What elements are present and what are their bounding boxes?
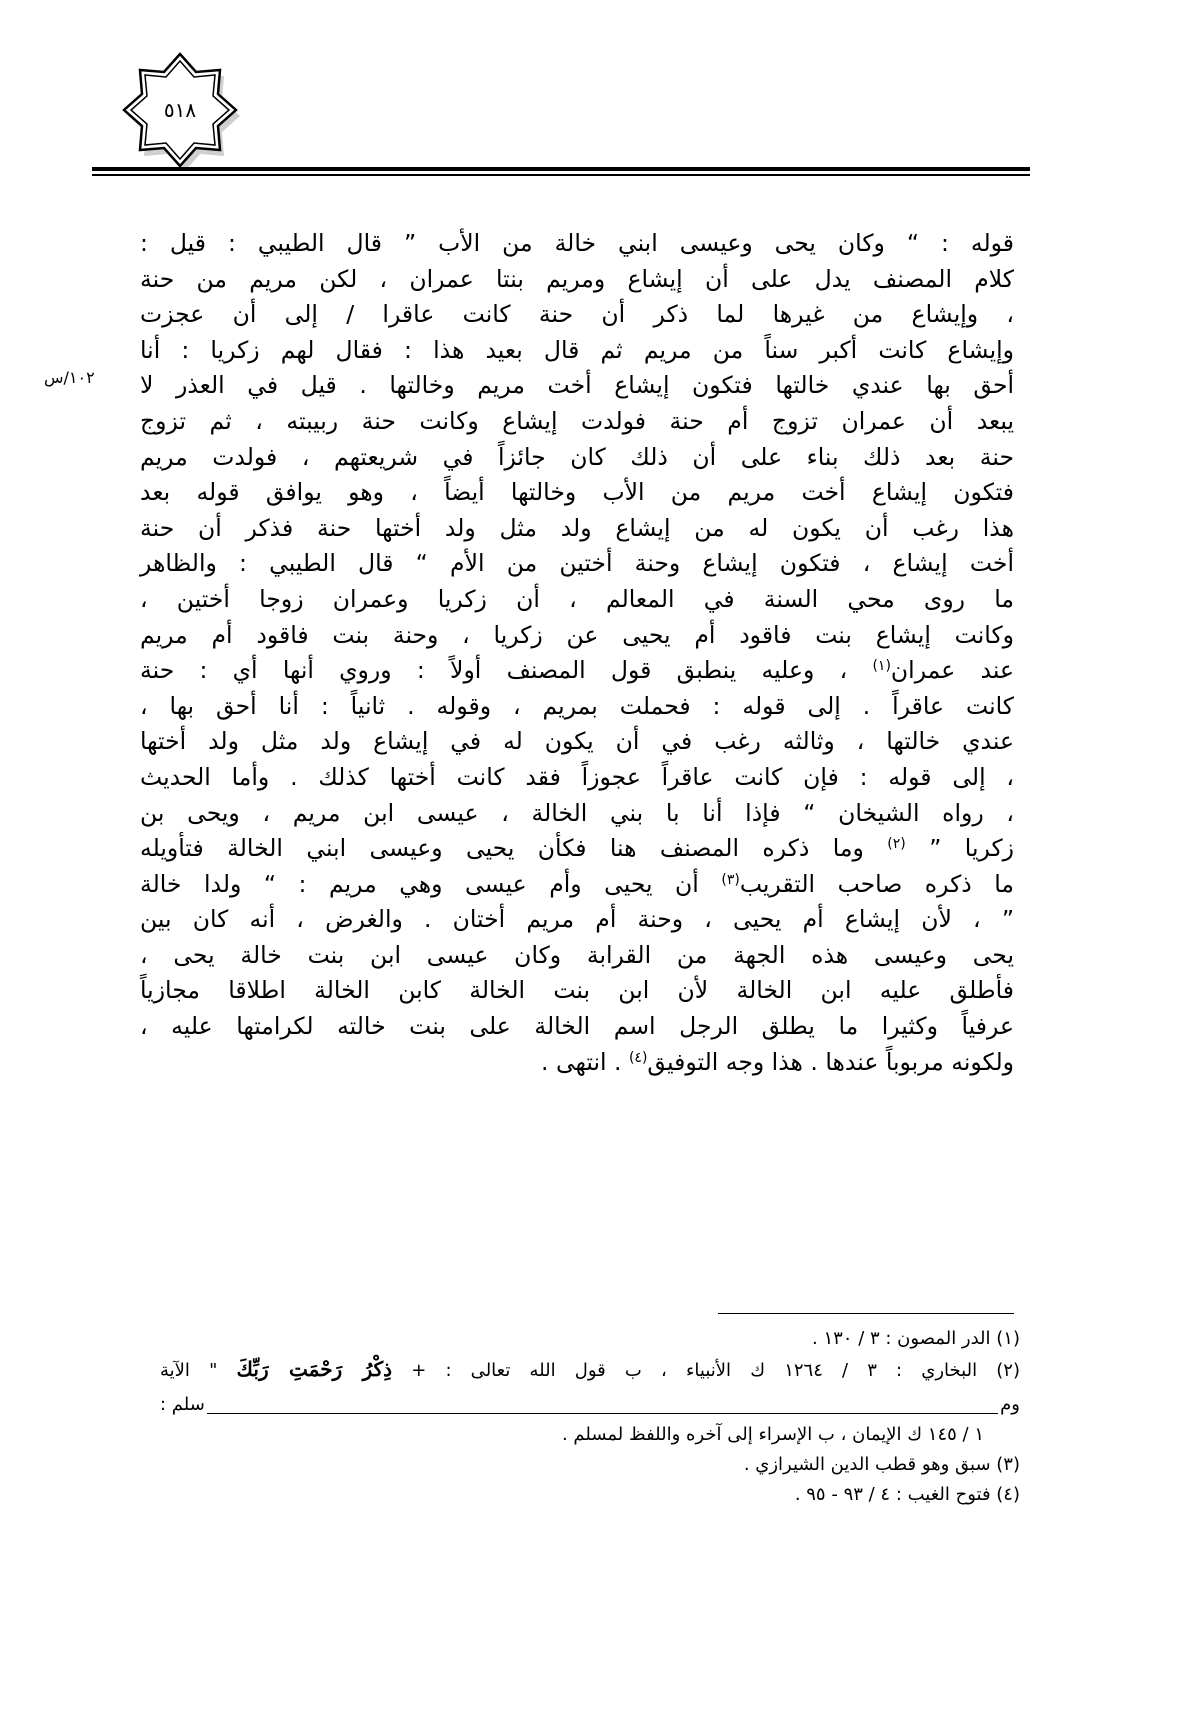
main-text <box>140 226 1014 1080</box>
footnote-ref-2[interactable]: (٢) <box>887 836 906 853</box>
text-line: عند عمران$^{(١)}$ ، وعليه ينطبق قول المصنف أولاً : وروي أنها أي : حنة <box>140 656 1014 685</box>
text-line: ما ذكره صاحب التقريب$^{(٣)}$ أن يحيى وأم عيسى وهي مريم : “ ولدا خالة <box>140 869 1014 898</box>
text-line: وإيشاع كانت أكبر سناً من مريم ثم قال بعيد هذا : فقال لهم زكريا : أنا <box>140 335 1014 364</box>
footnote-2-line-3: ١ / ١٤٥ ك الإيمان ، ب الإسراء إلى آخره واللفظ لمسلم . <box>561 1424 984 1445</box>
page-number: ٥١٨ <box>163 98 197 122</box>
text-line: قوله : “ وكان يحى وعيسى ابني خالة من الأب ” قال الطيبي : قيل : <box>140 229 1014 257</box>
header-rule-thick <box>92 167 1030 171</box>
text-line: كانت عاقراً . إلى قوله : فحملت بمريم ، وقوله . ثانياً : أنا أحق بها ، <box>140 691 1014 720</box>
text-line: ” ، لأن إيشاع أم يحيى ، وحنة أم مريم أختان . والغرض ، أنه كان بين <box>140 905 1014 934</box>
footnote-2: (٢) البخاري : ٣ / ١٢٦٤ ك الأنبياء ، ب قول الله تعالى : + ذِكْرُ رَحْمَتِ رَبِّكَ " الآية <box>160 1357 1020 1381</box>
footnote-4: (٤) فتوح الغيب : ٤ / ٩٣ - ٩٥ . <box>794 1484 1020 1505</box>
text-line: زكريا ” $^{(٢)}$ وما ذكره المصنف هنا فكأن يحيى وعيسى ابني الخالة فتأويله <box>140 834 1014 863</box>
text-line: أخت إيشاع ، فتكون إيشاع وحنة أختين من الأم “ قال الطيبي : والظاهر <box>140 549 1014 578</box>
text-line: ، وإيشاع من غيرها لما ذكر أن حنة كانت عاقرا / إلى أن عجزت <box>140 300 1014 329</box>
text-line: ولكونه مربوباً عندها . هذا وجه التوفيق$^{(٤)}$ . انتهى . <box>541 1047 1014 1076</box>
page-number-badge <box>118 48 242 172</box>
text-line: وكانت إيشاع بنت فاقود أم يحيى عن زكريا ، وحنة بنت فاقود أم مريم <box>140 620 1014 649</box>
text-line: ، رواه الشيخان “ فإذا أنا با بني الخالة ، عيسى ابن مريم ، ويحى بن <box>140 798 1014 827</box>
text-line: فأطلق عليه ابن الخالة لأن ابن بنت الخالة كابن الخالة اطلاقا مجازياً <box>140 976 1014 1005</box>
text-line: هذا رغب أن يكون له من إيشاع ولد مثل ولد أختها حنة فذكر أن حنة <box>140 513 1014 542</box>
text-line: ما روى محي السنة في المعالم ، أن زكريا وعمران زوجا أختين ، <box>140 584 1014 613</box>
quran-verse: ذِكْرُ رَحْمَتِ رَبِّكَ <box>236 1357 393 1381</box>
footnote-1: (١) الدر المصون : ٣ / ١٣٠ . <box>812 1328 1020 1349</box>
text-line: يحى وعيسى هذه الجهة من القرابة وكان عيسى ابن بنت خالة يحى ، <box>140 940 1014 969</box>
text-line: أحق بها عندي خالتها فتكون إيشاع أخت مريم وخالتها . قيل في العذر لا <box>140 371 1014 400</box>
text-line: عرفياً وكثيرا ما يطلق الرجل اسم الخالة على بنت خالته لكرامتها عليه ، <box>140 1012 1014 1041</box>
footnote-2-continuation: وم سلم : <box>160 1394 1020 1415</box>
manuscript-folio-note: ١٠٢/س <box>44 368 95 387</box>
footnote-ref-4[interactable]: (٤) <box>628 1049 648 1066</box>
footnote-separator <box>718 1313 1014 1314</box>
text-line: ، إلى قوله : فإن كانت عاقراً عجوزاً فقد كانت أختها كذلك . وأما الحديث <box>140 762 1014 791</box>
footnote-3: (٣) سبق وهو قطب الدين الشيرازي . <box>743 1454 1020 1475</box>
text-line: فتكون إيشاع أخت مريم من الأب وخالتها أيضاً ، وهو يوافق قوله بعد <box>140 478 1014 507</box>
text-line: يبعد أن عمران تزوج أم حنة فولدت إيشاع وكانت حنة ربيبته ، ثم تزوج <box>140 406 1014 435</box>
header-rule-thin <box>92 174 1030 176</box>
footnotes <box>160 1324 1020 1510</box>
footnote-ref-3[interactable]: (٣) <box>721 871 740 888</box>
tatweel-line <box>207 1413 998 1414</box>
text-line: كلام المصنف يدل على أن إيشاع ومريم بنتا عمران ، لكن مريم من حنة <box>140 264 1014 293</box>
footnote-ref-1[interactable]: (١) <box>872 658 891 675</box>
text-line: عندي خالتها ، وثالثه رغب في أن يكون له في إيشاع ولد مثل ولد أختها <box>140 727 1014 756</box>
text-line: حنة بعد ذلك بناء على أن ذلك كان جائزاً في شريعتهم ، فولدت مريم <box>140 442 1014 471</box>
